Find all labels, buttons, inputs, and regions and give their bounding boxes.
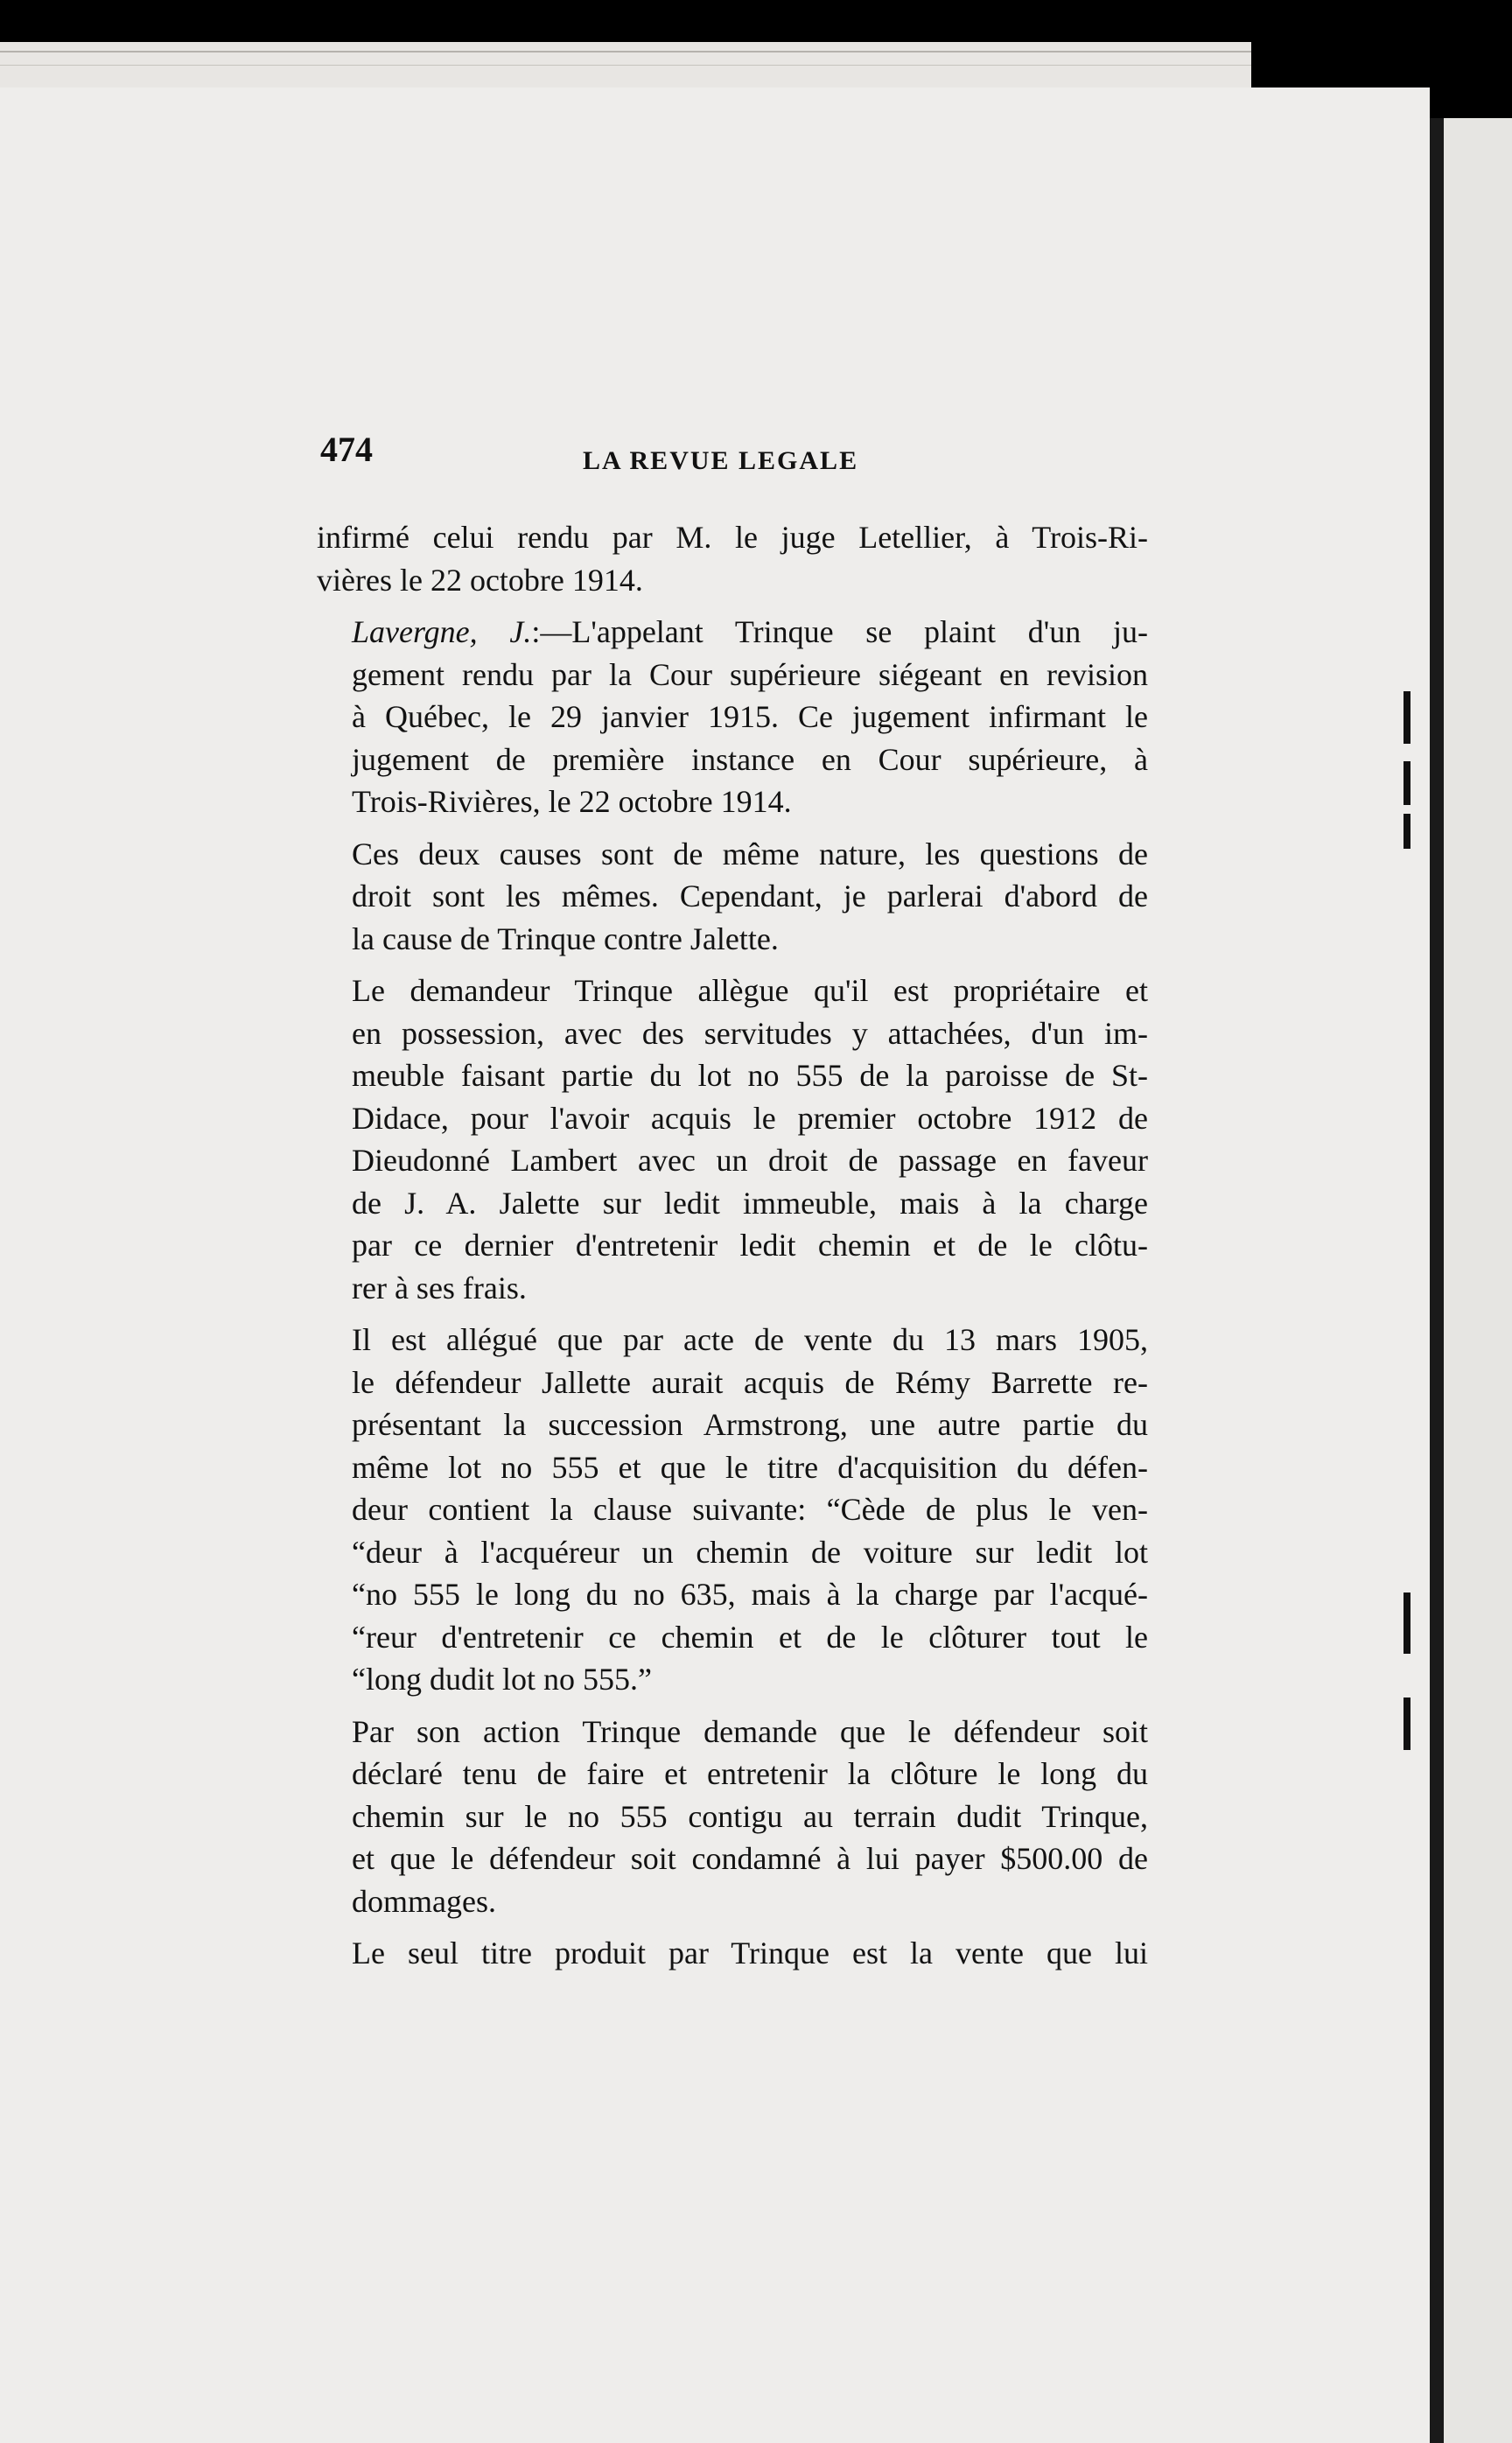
text-line: Trois-Rivières, le 22 octobre 1914. (352, 784, 792, 819)
text-line: en possession, avec des servitudes y attachées, d'un im- (352, 1015, 1148, 1051)
text-line: dommages. (352, 1883, 496, 1919)
margin-mark (1404, 1592, 1410, 1654)
body-text (317, 516, 1148, 1984)
paragraph (317, 970, 1148, 1309)
text-line: meuble faisant partie du lot no 555 de la paroisse de St- (352, 1058, 1148, 1093)
paragraph (317, 1932, 1148, 1975)
text-line: Il est allégué que par acte de vente du 13 mars 1905, (352, 1322, 1148, 1357)
text-line: deur contient la clause suivante: “Cède de plus le ven- (352, 1492, 1148, 1527)
margin-mark (1404, 814, 1410, 849)
paragraph (317, 611, 1148, 823)
text-line: et que le défendeur soit condamné à lui payer $500.00 de (352, 1841, 1148, 1876)
paragraph (317, 1711, 1148, 1923)
text-line: Le seul titre produit par Trinque est la vente que lui (352, 1936, 1148, 1970)
margin-mark (1404, 691, 1410, 744)
margin-mark (1404, 761, 1410, 805)
judge-name: Lavergne, J. (352, 614, 532, 649)
page-header (320, 429, 1160, 481)
text-line: droit sont les mêmes. Cependant, je parlerai d'abord de (352, 878, 1148, 914)
text-line: Ces deux causes sont de même nature, les questions de (352, 836, 1148, 872)
text-line: Par son action Trinque demande que le défendeur soit (352, 1713, 1148, 1749)
line-text: :—L'appelant Trinque se plaint d'un ju- (531, 614, 1148, 649)
margin-mark (1404, 1698, 1410, 1750)
text-line: Didace, pour l'avoir acquis le premier octobre 1912 de (352, 1100, 1148, 1136)
text-line: Le demandeur Trinque allègue qu'il est propriétaire et (352, 973, 1148, 1008)
text-line: présentant la succession Armstrong, une autre partie du (352, 1407, 1148, 1442)
text-line: même lot no 555 et que le titre d'acquisition du défen- (352, 1449, 1148, 1485)
text-line (317, 611, 1148, 654)
paragraph (317, 1319, 1148, 1701)
text-line: infirmé celui rendu par M. le juge Letellier, à Trois-Ri- (317, 520, 1148, 555)
text-line: jugement de première instance en Cour supérieure, à (352, 741, 1148, 777)
paragraph (317, 833, 1148, 961)
text-line: rer à ses frais. (352, 1270, 527, 1306)
text-line: “deur à l'acquéreur un chemin de voiture sur ledit lot (352, 1534, 1148, 1570)
text-line: la cause de Trinque contre Jalette. (352, 920, 779, 956)
text-line: gement rendu par la Cour supérieure siégeant en revision (352, 656, 1148, 692)
text-line: de J. A. Jalette sur ledit immeuble, mais à la charge (352, 1185, 1148, 1221)
running-title: LA REVUE LEGALE (583, 446, 859, 475)
text-line: Dieudonné Lambert avec un droit de passage en faveur (352, 1143, 1148, 1178)
text-line: “no 555 le long du no 635, mais à la charge par l'acqué- (352, 1577, 1148, 1612)
binding-gutter (1430, 118, 1444, 2443)
text-line: “long dudit lot no 555.” (352, 1662, 652, 1697)
text-line: “reur d'entretenir ce chemin et de le clôturer tout le (352, 1619, 1148, 1655)
text-line: déclaré tenu de faire et entretenir la clôture le long du (352, 1756, 1148, 1791)
page-number: 474 (320, 430, 373, 469)
paragraph (317, 516, 1148, 601)
text-line: chemin sur le no 555 contigu au terrain dudit Trinque, (352, 1798, 1148, 1834)
text-line: vières le 22 octobre 1914. (317, 562, 643, 598)
text-line: à Québec, le 29 janvier 1915. Ce jugement infirmant le (352, 699, 1148, 734)
text-line: le défendeur Jallette aurait acquis de Rémy Barrette re- (352, 1364, 1148, 1400)
facing-page-edge (1444, 118, 1512, 2443)
text-line: par ce dernier d'entretenir ledit chemin et de le clôtu- (352, 1228, 1148, 1263)
